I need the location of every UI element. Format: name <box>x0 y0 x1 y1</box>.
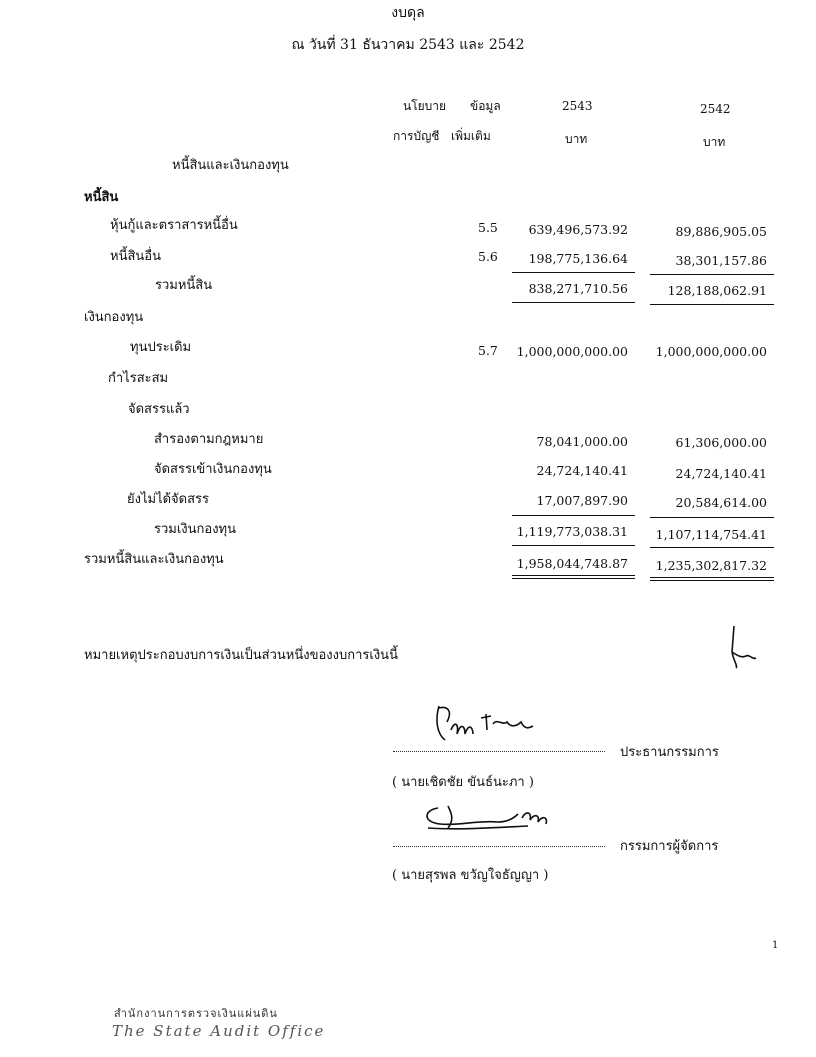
value-2543: 1,958,044,748.87 <box>516 556 628 571</box>
note-ref: 5.7 <box>478 343 498 358</box>
row-label: ทุนประเดิม <box>130 340 192 355</box>
subtotal-rule <box>650 304 774 305</box>
row-label: รวมหนี้สิน <box>155 278 213 293</box>
row-label: หนี้สิน <box>84 190 119 205</box>
value-2542: 1,107,114,754.41 <box>655 527 767 542</box>
chairman-name: ( นายเชิดชัย ขันธ์นะภา ) <box>392 775 534 790</box>
row-label: จัดสรรเข้าเงินกองทุน <box>154 462 272 477</box>
value-2543: 198,775,136.64 <box>528 251 628 266</box>
row-label: หุ้นกู้และตราสารหนี้อื่น <box>110 218 238 233</box>
row-label: เงินกองทุน <box>84 310 144 325</box>
note-header-line2: เพิ่มเติม <box>451 129 491 143</box>
unit-2543-header: บาท <box>565 132 588 146</box>
row-label: รวมหนี้สินและเงินกองทุน <box>84 552 224 567</box>
subtotal-rule <box>512 272 635 273</box>
total-double-rule <box>512 575 635 576</box>
value-2543: 639,496,573.92 <box>528 222 628 237</box>
page-mark: 1 <box>772 940 779 951</box>
row-label: กำไรสะสม <box>108 371 169 386</box>
managing-director-name: ( นายสุรพล ขวัญใจธัญญา ) <box>392 868 549 883</box>
subtotal-rule <box>650 547 774 548</box>
subtotal-rule <box>650 517 774 518</box>
chairman-signature-icon <box>425 700 545 746</box>
signature-line-managing-director <box>393 846 605 847</box>
note-header-line1: ข้อมูล <box>470 99 501 113</box>
value-2542: 38,301,157.86 <box>675 253 767 268</box>
note-ref: 5.6 <box>478 249 498 264</box>
subtotal-rule <box>650 274 774 275</box>
note-ref: 5.5 <box>478 220 498 235</box>
document-title: งบดุล <box>391 5 425 21</box>
total-double-rule <box>650 577 774 578</box>
section-heading: หนี้สินและเงินกองทุน <box>172 158 289 173</box>
chairman-title: ประธานกรรมการ <box>620 745 719 760</box>
row-label: หนี้สินอื่น <box>110 249 161 264</box>
value-2542: 89,886,905.05 <box>675 224 767 239</box>
value-2542: 128,188,062.91 <box>667 283 767 298</box>
row-label: สำรองตามกฎหมาย <box>154 432 264 447</box>
total-double-rule <box>512 578 635 579</box>
value-2542: 61,306,000.00 <box>675 435 767 450</box>
subtotal-rule <box>512 515 635 516</box>
value-2543: 838,271,710.56 <box>528 281 628 296</box>
total-double-rule <box>650 580 774 581</box>
row-label: ยังไม่ได้จัดสรร <box>127 492 210 507</box>
footer-office-thai: สำนักงานการตรวจเงินแผ่นดิน <box>114 1007 278 1020</box>
value-2543: 1,000,000,000.00 <box>516 344 628 359</box>
managing-director-title: กรรมการผู้จัดการ <box>620 839 719 854</box>
row-label: รวมเงินกองทุน <box>154 522 237 537</box>
signature-line-chairman <box>393 751 605 752</box>
value-2542: 1,235,302,817.32 <box>655 558 767 573</box>
value-2542: 20,584,614.00 <box>675 495 767 510</box>
row-label: จัดสรรแล้ว <box>128 402 190 417</box>
value-2543: 1,119,773,038.31 <box>516 524 628 539</box>
policy-header-line1: นโยบาย <box>403 99 447 113</box>
value-2543: 78,041,000.00 <box>536 434 628 449</box>
year-2542-header: 2542 <box>700 102 731 116</box>
initials-signature-icon <box>726 622 758 672</box>
managing-director-signature-icon <box>418 800 568 840</box>
unit-2542-header: บาท <box>703 135 726 149</box>
document-subtitle: ณ วันที่ 31 ธันวาคม 2543 และ 2542 <box>291 37 525 53</box>
financial-statement-remark: หมายเหตุประกอบงบการเงินเป็นส่วนหนึ่งของงบการเงินนี้ <box>84 648 398 663</box>
value-2542: 1,000,000,000.00 <box>655 344 767 359</box>
year-2543-header: 2543 <box>562 99 593 113</box>
policy-header-line2: การบัญชี <box>393 129 440 143</box>
value-2543: 17,007,897.90 <box>536 493 628 508</box>
footer-office-english: The State Audit Office <box>112 1022 326 1040</box>
subtotal-rule <box>512 302 635 303</box>
value-2543: 24,724,140.41 <box>536 463 628 478</box>
subtotal-rule <box>512 545 635 546</box>
value-2542: 24,724,140.41 <box>675 466 767 481</box>
